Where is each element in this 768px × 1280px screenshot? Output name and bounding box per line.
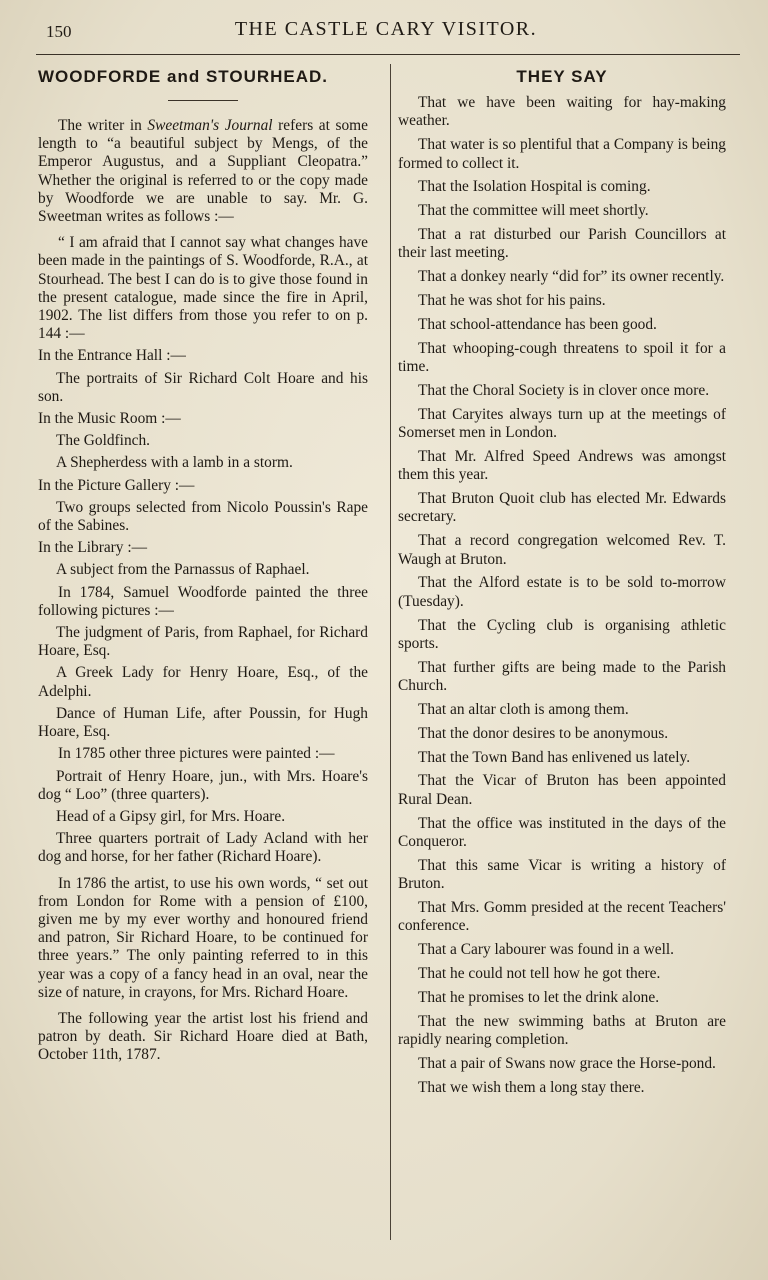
they-say-heading: THEY SAY	[516, 67, 608, 86]
they-say-item: That a record congregation welcomed Rev. T. Waugh at Bruton.	[398, 532, 726, 568]
they-say-item: That this same Vicar is writing a history of Bruton.	[398, 856, 726, 893]
journal-name: Sweetman's Journal	[147, 117, 273, 134]
they-say-item: That the Vicar of Bruton has been appointed Rural Dean.	[398, 772, 726, 808]
library-label: In the Library :—	[38, 539, 147, 557]
they-say-item: That he could not tell how he got there.	[418, 965, 661, 983]
they-say-item: That a pair of Swans now grace the Horse-pond.	[418, 1054, 716, 1072]
year-1786-paragraph: In 1786 the artist, to use his own words, “ set out from London for Rome with a pension of £100, given me by my ever worthy and honoured friend and patron, Sir Richard Hoare, to be continued for three years.” The only painting referred to in this year was a copy of a fancy head in an oval, near the size of nature, in crayons, for Mrs. Richard Hoare.	[38, 874, 368, 1001]
they-say-item: That the Isolation Hospital is coming.	[418, 178, 651, 196]
year-1785-intro: In 1785 other three pictures were painted :—	[58, 745, 335, 763]
picture-gallery-item: Two groups selected from Nicolo Poussin's Rape of the Sabines.	[38, 498, 368, 535]
music-room-item: The Goldfinch.	[56, 432, 151, 450]
they-say-item: That he promises to let the drink alone.	[418, 988, 660, 1006]
they-say-item: That Bruton Quoit club has elected Mr. Edwards secretary.	[398, 490, 726, 526]
quote-paragraph: “ I am afraid that I cannot say what changes have been made in the paintings of S. Woodforde, R.A., at Stourhead. The best I can do is to give those found in the present catalogue, made since the fire in April, 1902. The list differs from those you refer to on p. 144 :—	[38, 234, 368, 343]
painting-item: A Greek Lady for Henry Hoare, Esq., of the Adelphi.	[38, 664, 368, 700]
they-say-item: That the office was instituted in the days of the Conqueror.	[398, 814, 726, 851]
they-say-item: That further gifts are being made to the Parish Church.	[398, 658, 726, 695]
intro-text-start: The writer in	[58, 117, 148, 134]
they-say-item: That an altar cloth is among them.	[418, 701, 629, 719]
they-say-item: That whooping-cough threatens to spoil it for a time.	[398, 339, 726, 375]
article-heading: WOODFORDE and STOURHEAD.	[38, 67, 329, 86]
entrance-hall-item: The portraits of Sir Richard Colt Hoare and his son.	[38, 369, 368, 405]
article-woodforde-stourhead	[38, 62, 368, 1069]
they-say-item: That the donor desires to be anonymous.	[418, 724, 669, 742]
they-say-item: That the new swimming baths at Bruton are rapidly nearing completion.	[398, 1012, 726, 1049]
final-paragraph: The following year the artist lost his friend and patron by death. Sir Richard Hoare died at Bath, October 11th, 1787.	[38, 1009, 368, 1064]
picture-gallery-label: In the Picture Gallery :—	[38, 476, 195, 494]
painting-item: Three quarters portrait of Lady Acland with her dog and horse, for her father (Richard Hoare).	[38, 830, 368, 866]
header-rule	[36, 54, 740, 55]
they-say-column	[398, 62, 726, 1102]
they-say-item: That a Cary labourer was found in a well.	[418, 941, 674, 959]
painting-item: Head of a Gipsy girl, for Mrs. Hoare.	[56, 807, 286, 825]
they-say-item: That the Town Band has enlivened us lately.	[418, 748, 691, 766]
they-say-item: That Caryites always turn up at the meetings of Somerset men in London.	[398, 405, 726, 441]
page-header	[40, 14, 732, 48]
heading-rule	[168, 100, 238, 101]
intro-paragraph	[38, 117, 368, 226]
library-item: A subject from the Parnassus of Raphael.	[56, 561, 310, 579]
they-say-item: That Mrs. Gomm presided at the recent Teachers' conference.	[398, 899, 726, 935]
intro-text-rest: refers at some length to “a beautiful subject by Mengs, of the Emperor Augustus, and a Suppliant Cleopatra.” Whether the original is referred to or the copy made by Woodforde we are unable to say. Mr. G. Sweetman writes as follows :—	[38, 117, 368, 226]
they-say-item: That Mr. Alfred Speed Andrews was amongst them this year.	[398, 447, 726, 484]
they-say-item: That he was shot for his pains.	[418, 292, 606, 309]
journal-title: THE CASTLE CARY VISITOR.	[234, 18, 538, 40]
page-number: 150	[46, 22, 72, 41]
year-1784-intro: In 1784, Samuel Woodforde painted the three following pictures :—	[38, 583, 368, 619]
painting-item: Dance of Human Life, after Poussin, for Hugh Hoare, Esq.	[38, 704, 368, 741]
music-room-label: In the Music Room :—	[38, 410, 181, 428]
entrance-hall-label: In the Entrance Hall :—	[38, 347, 186, 365]
music-room-item: A Shepherdess with a lamb in a storm.	[56, 454, 293, 472]
they-say-item: That school-attendance has been good.	[418, 315, 657, 333]
painting-item: Portrait of Henry Hoare, jun., with Mrs. Hoare's dog “ Loo” (three quarters).	[38, 767, 368, 803]
they-say-item: That the Choral Society is in clover once more.	[418, 381, 710, 399]
they-say-item: That we wish them a long stay there.	[418, 1078, 645, 1096]
they-say-item: That a rat disturbed our Parish Councillors at their last meeting.	[398, 226, 726, 262]
they-say-item: That a donkey nearly “did for” its owner recently.	[418, 268, 725, 286]
they-say-item: That the Cycling club is organising athletic sports.	[398, 616, 726, 653]
painting-item: The judgment of Paris, from Raphael, for Richard Hoare, Esq.	[38, 624, 368, 660]
they-say-list	[398, 94, 726, 1097]
they-say-item: That the committee will meet shortly.	[418, 202, 649, 220]
they-say-item: That we have been waiting for hay-making weather.	[398, 94, 726, 130]
column-divider	[390, 64, 391, 1240]
they-say-item: That the Alford estate is to be sold to-morrow (Tuesday).	[398, 574, 726, 610]
they-say-item: That water is so plentiful that a Company is being formed to collect it.	[398, 136, 726, 172]
